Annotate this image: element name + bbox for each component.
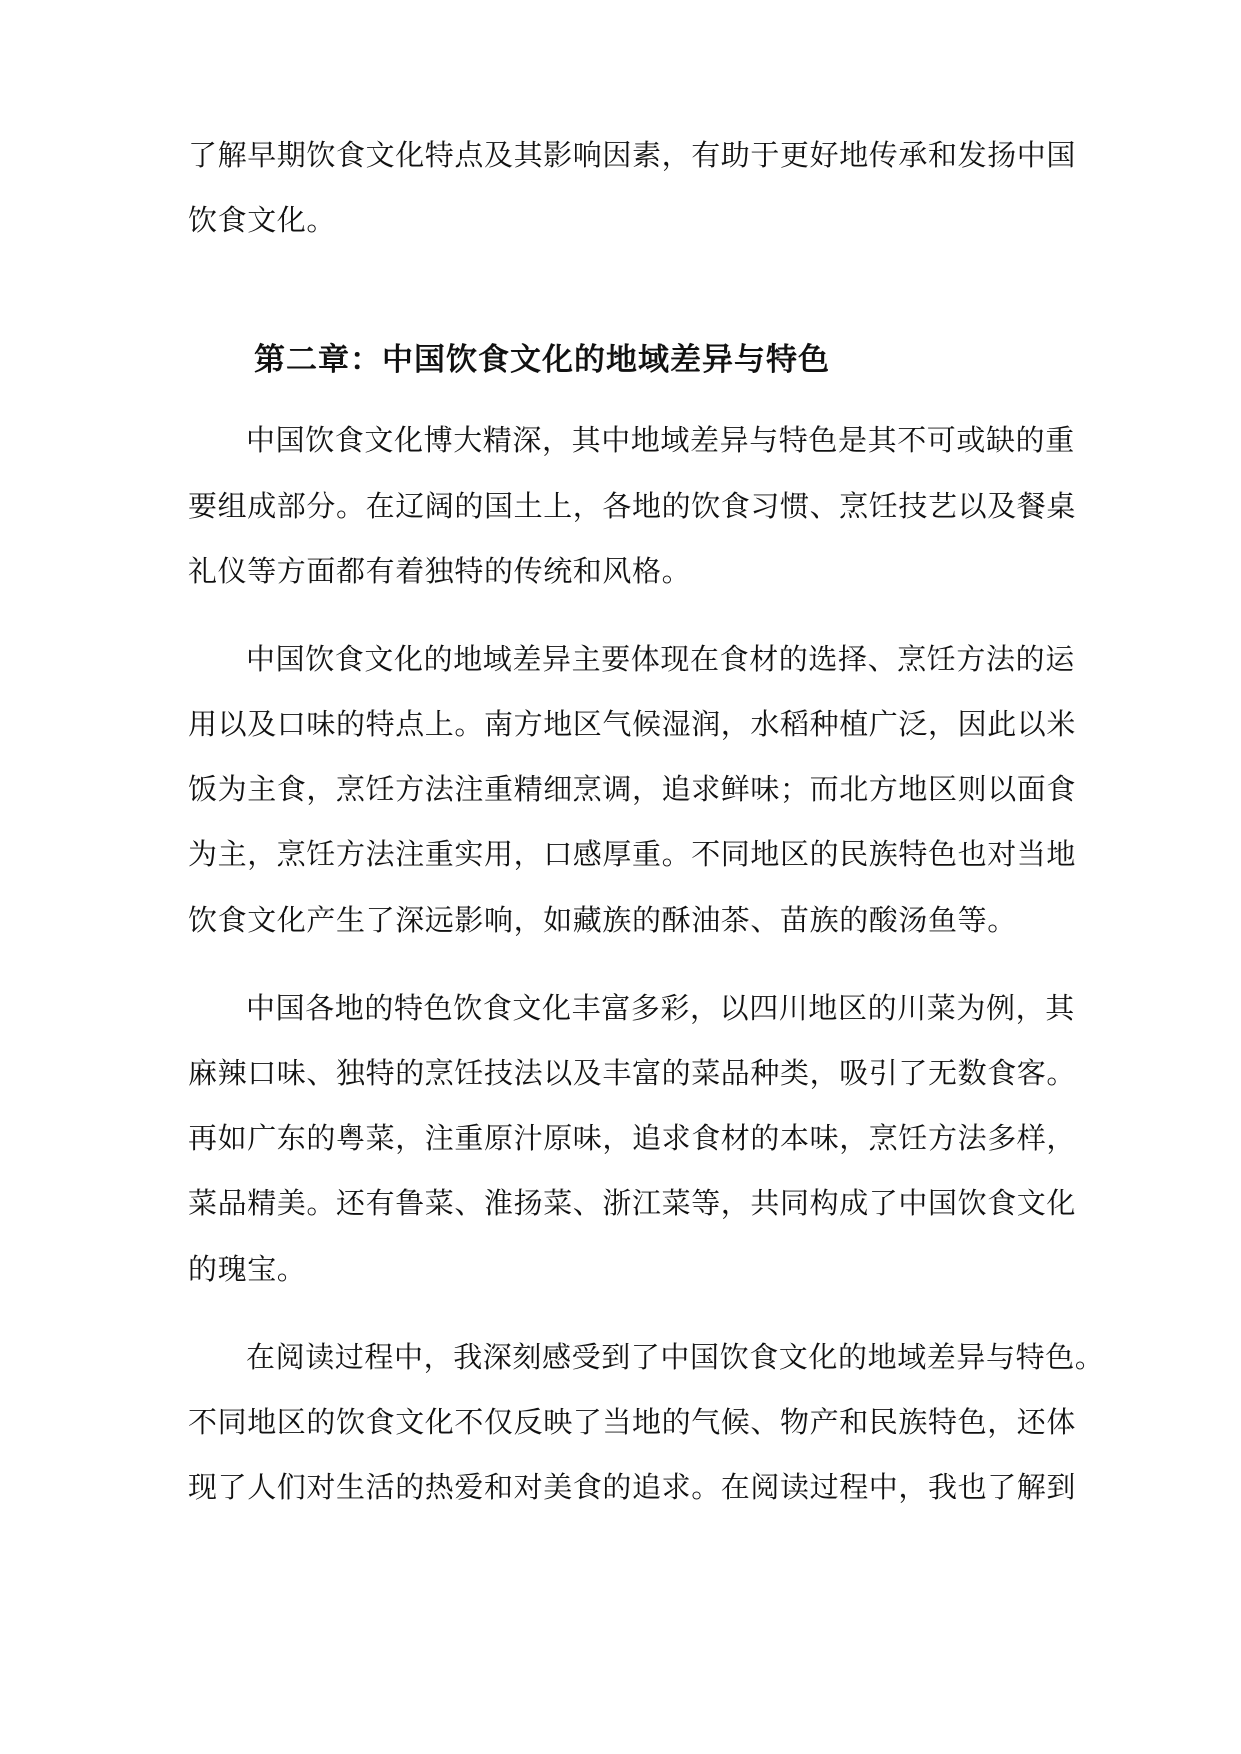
text-line: 饮食文化产生了深远影响，如藏族的酥油茶、苗族的酸汤鱼等。 bbox=[188, 903, 1017, 937]
text-line: 菜品精美。还有鲁菜、淮扬菜、浙江菜等，共同构成了中国饮食文化 bbox=[188, 1186, 1077, 1220]
text-line: 要组成部分。在辽阔的国土上，各地的饮食习惯、烹饪技艺以及餐桌 bbox=[188, 489, 1077, 523]
text-line: 用以及口味的特点上。南方地区气候湿润，水稻种植广泛，因此以米 bbox=[188, 707, 1077, 741]
text-line: 饮食文化。 bbox=[188, 203, 337, 237]
text-line: 饭为主食，烹饪方法注重精细烹调，追求鲜味；而北方地区则以面食 bbox=[188, 772, 1077, 806]
text-line: 再如广东的粤菜，注重原汁原味，追求食材的本味，烹饪方法多样， bbox=[188, 1121, 1077, 1155]
text-line: 中国各地的特色饮食文化丰富多彩，以四川地区的川菜为例，其 bbox=[246, 991, 1075, 1025]
text-line: 礼仪等方面都有着独特的传统和风格。 bbox=[188, 554, 692, 588]
text-line: 为主，烹饪方法注重实用，口感厚重。不同地区的民族特色也对当地 bbox=[188, 837, 1077, 871]
text-line: 中国饮食文化的地域差异主要体现在食材的选择、烹饪方法的运 bbox=[246, 642, 1075, 676]
text-line: 现了人们对生活的热爱和对美食的追求。在阅读过程中，我也了解到 bbox=[188, 1470, 1077, 1504]
text-line: 中国饮食文化博大精深，其中地域差异与特色是其不可或缺的重 bbox=[246, 423, 1075, 457]
text-line: 的瑰宝。 bbox=[188, 1252, 307, 1286]
text-line: 了解早期饮食文化特点及其影响因素，有助于更好地传承和发扬中国 bbox=[188, 138, 1077, 172]
text-line: 不同地区的饮食文化不仅反映了当地的气候、物产和民族特色，还体 bbox=[188, 1405, 1077, 1439]
text-line: 麻辣口味、独特的烹饪技法以及丰富的菜品种类，吸引了无数食客。 bbox=[188, 1056, 1077, 1090]
chapter-heading: 第二章：中国饮食文化的地域差异与特色 bbox=[254, 342, 830, 378]
text-line: 在阅读过程中，我深刻感受到了中国饮食文化的地域差异与特色。 bbox=[246, 1340, 1105, 1374]
